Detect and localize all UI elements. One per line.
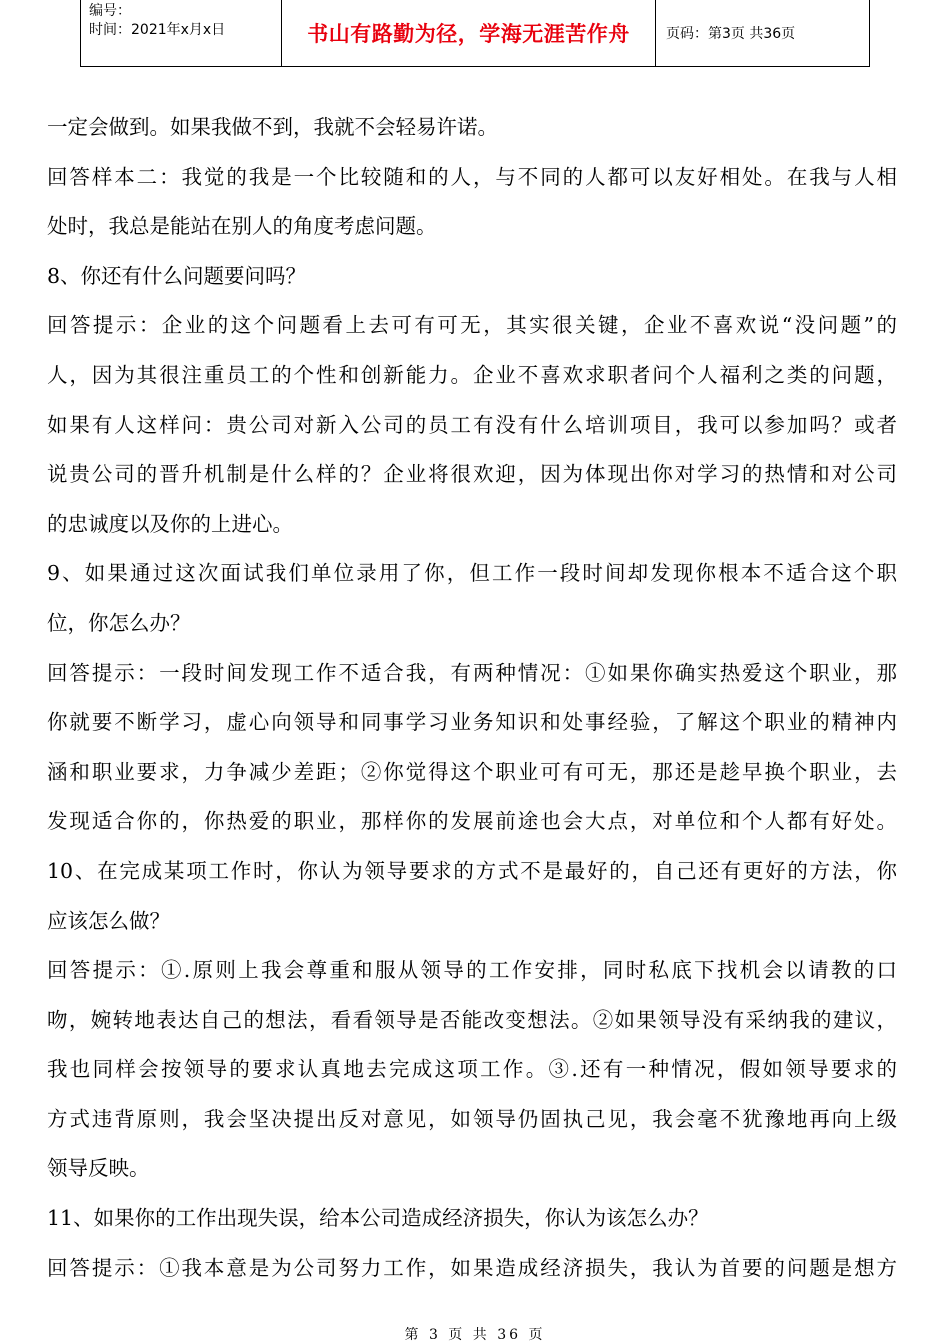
page-header: [80, 0, 870, 67]
page-footer: [0, 1324, 950, 1344]
body-text-line: 回答提示：企业的这个问题看上去可有可无，其实很关键，企业不喜欢说“没问题”的: [47, 313, 897, 338]
body-text-line: 我也同样会按领导的要求认真地去完成这项工作。③.还有一种情况，假如领导要求的: [47, 1057, 897, 1082]
body-text-line: 的忠诚度以及你的上进心。: [47, 511, 293, 536]
body-text-line: 应该怎么做？: [47, 908, 170, 933]
body-text-line: 位，你怎么办？: [47, 610, 191, 635]
header-page-info: 页码：第3页 共36页: [666, 26, 796, 42]
body-text-line: 回答提示：①.原则上我会尊重和服从领导的工作安排，同时私底下找机会以请教的口: [47, 958, 897, 983]
body-text-line: 处时，我总是能站在别人的角度考虑问题。: [47, 214, 437, 239]
body-text-line: 人，因为其很注重员工的个性和创新能力。企业不喜欢求职者问个人福利之类的问题，: [47, 362, 897, 387]
footer-page-number: 第 3 页 共 36 页: [404, 1327, 546, 1343]
header-meta: [81, 0, 282, 66]
body-text-line: 10、在完成某项工作时，你认为领导要求的方式不是最好的，自己还有更好的方法，你: [47, 858, 897, 883]
body-text-line: 回答样本二：我觉的我是一个比较随和的人，与不同的人都可以友好相处。在我与人相: [47, 164, 897, 189]
body-text-line: 领导反映。: [47, 1156, 150, 1181]
body-text-line: 回答提示：一段时间发现工作不适合我，有两种情况：①如果你确实热爱这个职业，那: [47, 660, 897, 685]
body-text-line: 发现适合你的，你热爱的职业，那样你的发展前途也会大点，对单位和个人都有好处。: [47, 809, 897, 834]
body-text-line: 9、如果通过这次面试我们单位录用了你，但工作一段时间却发现你根本不适合这个职: [47, 561, 897, 586]
body-text-line: 11、如果你的工作出现失误，给本公司造成经济损失，你认为该怎么办？: [47, 1206, 709, 1231]
body-text-line: 回答提示：①我本意是为公司努力工作，如果造成经济损失，我认为首要的问题是想方: [47, 1255, 897, 1280]
document-time-label: 时间：2021年x月x日: [89, 22, 226, 38]
body-text-line: 涵和职业要求，力争减少差距；②你觉得这个职业可有可无，那还是趁早换个职业，去: [47, 759, 897, 784]
header-motto: 书山有路勤为径，学海无涯苦作舟: [282, 0, 656, 66]
document-number-label: 编号：: [89, 3, 131, 19]
body-text-line: 吻，婉转地表达自己的想法，看看领导是否能改变想法。②如果领导没有采纳我的建议，: [47, 1007, 897, 1032]
body-text-line: 如果有人这样问：贵公司对新入公司的员工有没有什么培训项目，我可以参加吗？或者: [47, 412, 897, 437]
document-body: [47, 103, 897, 1293]
body-text-line: 8、你还有什么问题要问吗？: [47, 263, 307, 288]
body-text-line: 说贵公司的晋升机制是什么样的？企业将很欢迎，因为体现出你对学习的热情和对公司: [47, 462, 897, 487]
body-text-line: 一定会做到。如果我做不到，我就不会轻易许诺。: [47, 115, 498, 139]
body-text-line: 方式违背原则，我会坚决提出反对意见，如领导仍固执己见，我会毫不犹豫地再向上级: [47, 1106, 897, 1131]
body-text-line: 你就要不断学习，虚心向领导和同事学习业务知识和处事经验，了解这个职业的精神内: [47, 710, 897, 735]
